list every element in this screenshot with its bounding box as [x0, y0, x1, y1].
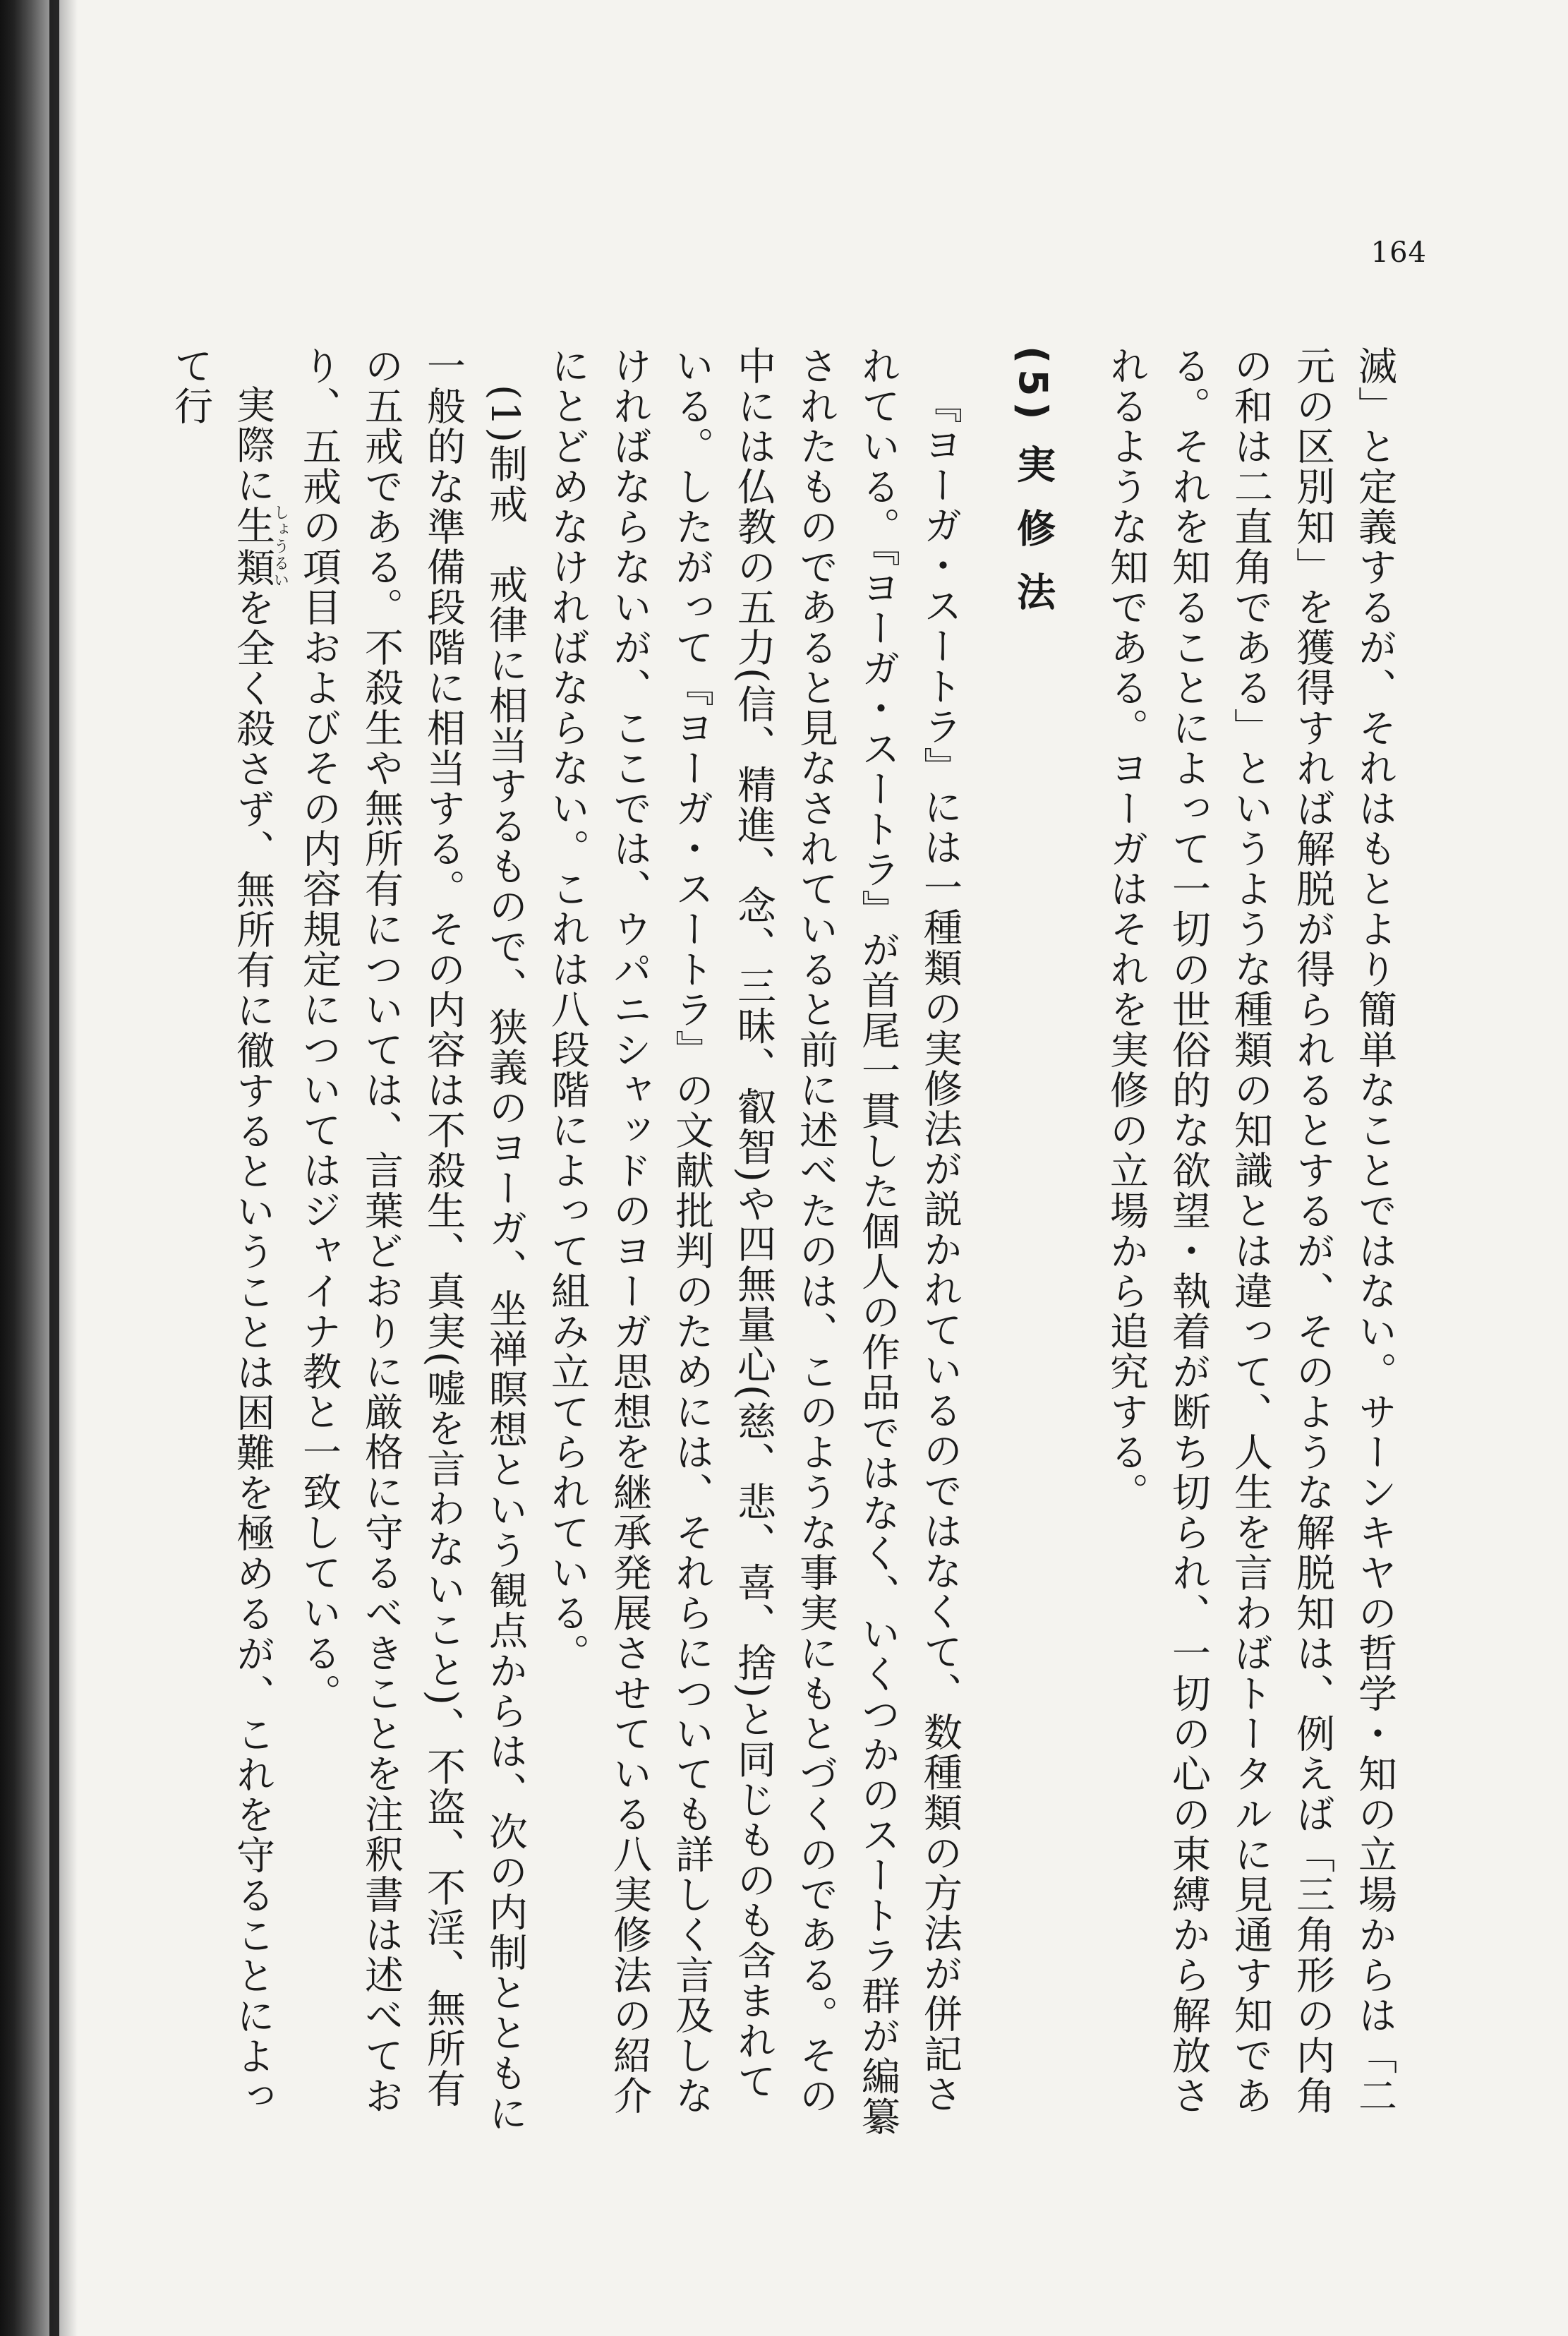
section-heading	[1002, 346, 1064, 2138]
section-title: 実 修 法	[1011, 444, 1056, 616]
paragraph-yoga-sutra: 『ヨーガ・スートラ』には一種類の実修法が説かれているのではなくて、数種類の方法が併記されている。『ヨーガ・スートラ』が首尾一貫した個人の作品ではなく、いくつかのスートラ群が編纂されたものであると見なされていると前に述べたのは、このような事実にもとづくのである。その中には仏教の五力(信、精進、念、三昧、叡智)や四無量心(慈、悲、喜、捨)と同じものも含まれている。したがって『ヨーガ・スートラ』の文献批判のためには、それらについても詳しく言及しなければならないが、ここでは、ウパニシャッドのヨーガ思想を継承発展させている八実修法の紹介にとどめなければならない。これは八段階によって組み立てられている。	[545, 346, 963, 2137]
section-number: (5)	[1011, 346, 1056, 426]
text-after-ruby: を全く殺さず、無所有に徹するということは困難を極めるが、これを守ることによって行	[168, 346, 275, 2117]
paragraph-yama: (1)制戒 戒律に相当するもので、狭義のヨーガ、坐禅瞑想という観点からは、次の内制とともに一般的な準備段階に相当する。その内容は不殺生、真実(嘘を言わないこと)、不盗、不淫、無所有の五戒である。不殺生や無所有については、言葉どおりに厳格に守るべきことを注釈書は述べており、五戒の項目およびその内容規定についてはジャイナ教と一致している。	[296, 346, 528, 2133]
vertical-text-body	[30, 346, 1406, 2138]
page-number: 164	[1370, 236, 1427, 269]
ruby-reading: しょうるい	[271, 504, 289, 589]
ruby-base: 生類	[230, 504, 275, 589]
ruby-word	[230, 504, 289, 589]
paragraph-intro: 滅」と定義するが、それはもとより簡単なことではない。サーンキヤの哲学・知の立場からは「二元の区別知」を獲得すれば解脱が得られるとするが、そのような解脱知は、例えば「三角形の内角の和は二直角である」というような種類の知識とは違って、人生を言わばトータルに見通す知である。それを知ることによって一切の世俗的な欲望・執着が断ち切られ、一切の心の束縛から解放されるような知である。ヨーガはそれを実修の立場から追究する。	[1104, 346, 1397, 2116]
paragraph-continuation	[159, 346, 288, 2138]
text-before-ruby: 実際に	[230, 385, 275, 505]
